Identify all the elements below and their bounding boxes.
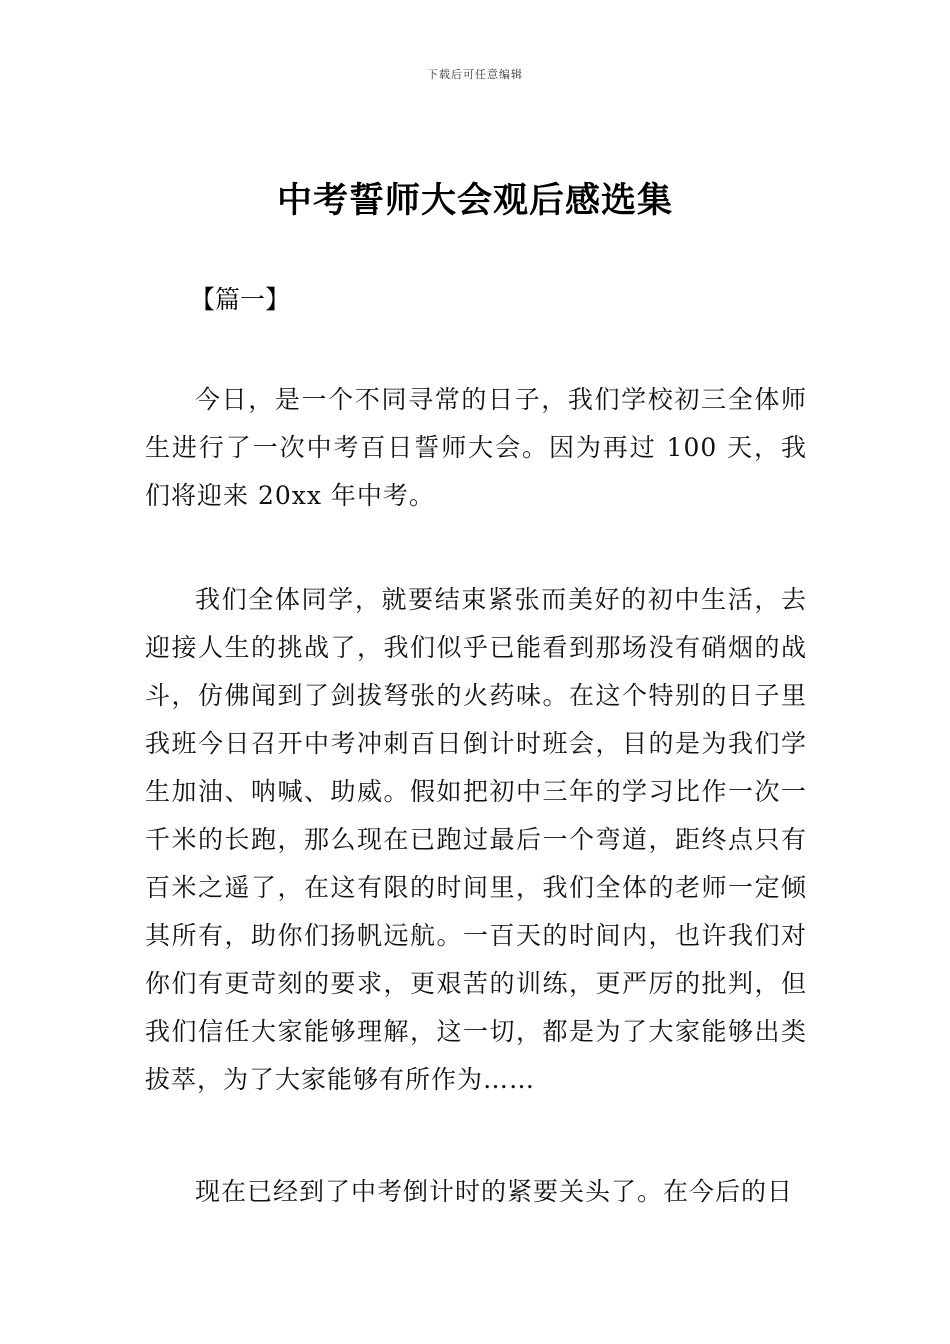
document-title: 中考誓师大会观后感选集 xyxy=(276,181,673,221)
header-note: 下载后可任意编辑 xyxy=(427,68,523,81)
paragraph-3 xyxy=(145,1168,807,1216)
paragraph-2-text: 我们全体同学，就要结束紧张而美好的初中生活，去迎接人生的挑战了，我们似乎已能看到那场没有硝烟的战斗，仿佛闻到了剑拔弩张的火药味。在这个特别的日子里我班今日召开中考冲刺百日倒计时班会，目的是为我们学生加油、呐喊、助威。假如把初中三年的学习比作一次一千米的长跑，那么现在已跑过最后一个弯道，距终点只有百米之遥了，在这有限的时间里，我们全体的老师一定倾其所有，助你们扬帆远航。一百天的时间内，也许我们对你们有更苛刻的要求，更艰苦的训练，更严厉的批判，但我们信任大家能够理解，这一切，都是为了大家能够出类拔萃，为了大家能够有所作为…… xyxy=(145,585,807,1094)
paragraph-2 xyxy=(145,576,807,1104)
section-label: 【篇一】 xyxy=(190,285,291,314)
paragraph-3-text: 现在已经到了中考倒计时的紧要关头了。在今后的日 xyxy=(195,1177,794,1206)
paragraph-1-text: 今日，是一个不同寻常的日子，我们学校初三全体师生进行了一次中考百日誓师大会。因为再过 100 天，我们将迎来 20xx 年中考。 xyxy=(145,385,807,510)
paragraph-1 xyxy=(145,376,807,520)
